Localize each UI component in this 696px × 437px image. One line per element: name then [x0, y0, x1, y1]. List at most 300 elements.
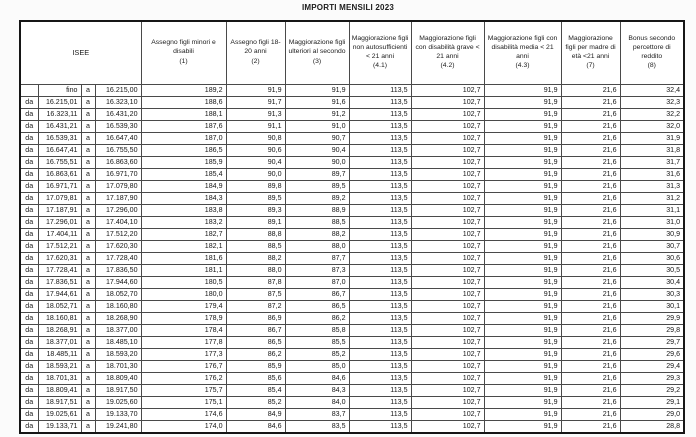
cell-magg-dis-grave: 102,7	[411, 157, 484, 169]
cell-magg-dis-media: 91,9	[484, 313, 561, 325]
cell-isee-from: 16.431,21	[38, 121, 81, 133]
cell-magg-dis-media: 91,9	[484, 193, 561, 205]
header-magg-non-autosufficienti: Maggiorazione figli non autosufficienti < 21 anni (4.1)	[349, 21, 411, 85]
cell-assegno-18-20: 85,9	[226, 361, 285, 373]
cell-magg-madre: 21,6	[561, 313, 620, 325]
cell-da: da	[20, 313, 38, 325]
cell-da: da	[20, 169, 38, 181]
cell-magg-ulteriori: 90,7	[285, 133, 349, 145]
cell-magg-non-autosuff: 113,5	[349, 277, 411, 289]
cell-da: da	[20, 205, 38, 217]
table-row	[20, 313, 684, 325]
cell-magg-dis-media: 91,9	[484, 85, 561, 97]
cell-magg-non-autosuff: 113,5	[349, 85, 411, 97]
table-row	[20, 241, 684, 253]
cell-magg-dis-media: 91,9	[484, 229, 561, 241]
table-body	[20, 85, 684, 434]
cell-isee-to: 17.512,20	[95, 229, 141, 241]
table-row	[20, 349, 684, 361]
cell-assegno-minori: 174,6	[141, 409, 226, 421]
cell-isee-to: 17.187,90	[95, 193, 141, 205]
cell-magg-madre: 21,6	[561, 373, 620, 385]
cell-bonus: 31,6	[620, 169, 684, 181]
cell-isee-from: 17.620,31	[38, 253, 81, 265]
cell-magg-dis-grave: 102,7	[411, 241, 484, 253]
cell-magg-dis-media: 91,9	[484, 205, 561, 217]
cell-bonus: 31,0	[620, 217, 684, 229]
cell-magg-madre: 21,6	[561, 301, 620, 313]
cell-magg-dis-grave: 102,7	[411, 97, 484, 109]
cell-assegno-18-20: 87,8	[226, 277, 285, 289]
cell-isee-from: 17.728,41	[38, 265, 81, 277]
cell-bonus: 32,0	[620, 121, 684, 133]
cell-a: a	[81, 133, 95, 145]
cell-magg-madre: 21,6	[561, 409, 620, 421]
cell-da: da	[20, 301, 38, 313]
cell-magg-madre: 21,6	[561, 265, 620, 277]
cell-isee-from: 16.215,01	[38, 97, 81, 109]
cell-bonus: 29,9	[620, 313, 684, 325]
cell-magg-dis-grave: 102,7	[411, 289, 484, 301]
cell-magg-non-autosuff: 113,5	[349, 145, 411, 157]
cell-magg-madre: 21,6	[561, 229, 620, 241]
cell-magg-dis-media: 91,9	[484, 133, 561, 145]
cell-assegno-minori: 186,5	[141, 145, 226, 157]
cell-magg-madre: 21,6	[561, 385, 620, 397]
cell-a: a	[81, 217, 95, 229]
cell-a: a	[81, 193, 95, 205]
table-row	[20, 337, 684, 349]
cell-bonus: 30,1	[620, 301, 684, 313]
cell-magg-ulteriori: 85,5	[285, 337, 349, 349]
header-bonus-secondo-percettore: Bonus secondo percettore di reddito (8)	[620, 21, 684, 85]
cell-magg-dis-grave: 102,7	[411, 229, 484, 241]
cell-a: a	[81, 121, 95, 133]
cell-da: da	[20, 349, 38, 361]
cell-assegno-18-20: 91,9	[226, 85, 285, 97]
table-row	[20, 85, 684, 97]
table-row	[20, 409, 684, 421]
cell-magg-madre: 21,6	[561, 241, 620, 253]
cell-isee-from: 16.755,51	[38, 157, 81, 169]
cell-magg-dis-grave: 102,7	[411, 121, 484, 133]
cell-bonus: 31,9	[620, 133, 684, 145]
cell-a: a	[81, 265, 95, 277]
cell-assegno-minori: 183,2	[141, 217, 226, 229]
table-row	[20, 253, 684, 265]
cell-bonus: 31,3	[620, 181, 684, 193]
cell-assegno-18-20: 87,2	[226, 301, 285, 313]
table-header	[20, 21, 684, 85]
cell-assegno-minori: 178,4	[141, 325, 226, 337]
cell-magg-madre: 21,6	[561, 397, 620, 409]
cell-a: a	[81, 313, 95, 325]
table-row	[20, 373, 684, 385]
cell-magg-non-autosuff: 113,5	[349, 121, 411, 133]
cell-magg-madre: 21,6	[561, 193, 620, 205]
cell-bonus: 32,3	[620, 97, 684, 109]
cell-magg-dis-media: 91,9	[484, 217, 561, 229]
cell-bonus: 30,5	[620, 265, 684, 277]
cell-da: da	[20, 289, 38, 301]
cell-da: da	[20, 337, 38, 349]
cell-a: a	[81, 397, 95, 409]
cell-bonus: 29,4	[620, 361, 684, 373]
cell-a: a	[81, 409, 95, 421]
cell-magg-dis-grave: 102,7	[411, 193, 484, 205]
cell-assegno-18-20: 89,1	[226, 217, 285, 229]
cell-magg-madre: 21,6	[561, 349, 620, 361]
cell-da: da	[20, 397, 38, 409]
cell-assegno-minori: 182,7	[141, 229, 226, 241]
cell-assegno-minori: 177,3	[141, 349, 226, 361]
cell-assegno-minori: 181,1	[141, 265, 226, 277]
cell-isee-to: 16.323,10	[95, 97, 141, 109]
cell-bonus: 29,1	[620, 397, 684, 409]
table-row	[20, 181, 684, 193]
cell-magg-non-autosuff: 113,5	[349, 265, 411, 277]
table-row	[20, 265, 684, 277]
cell-isee-to: 17.620,30	[95, 241, 141, 253]
cell-magg-dis-grave: 102,7	[411, 397, 484, 409]
cell-isee-from: 18.377,01	[38, 337, 81, 349]
cell-assegno-minori: 176,2	[141, 373, 226, 385]
cell-magg-dis-media: 91,9	[484, 181, 561, 193]
cell-magg-madre: 21,6	[561, 133, 620, 145]
cell-magg-dis-media: 91,9	[484, 361, 561, 373]
header-isee	[20, 21, 141, 85]
cell-da: da	[20, 325, 38, 337]
cell-assegno-18-20: 91,1	[226, 121, 285, 133]
cell-magg-madre: 21,6	[561, 337, 620, 349]
cell-magg-dis-grave: 102,7	[411, 325, 484, 337]
cell-assegno-minori: 183,8	[141, 205, 226, 217]
cell-assegno-18-20: 90,0	[226, 169, 285, 181]
cell-assegno-minori: 187,6	[141, 121, 226, 133]
cell-magg-dis-media: 91,9	[484, 241, 561, 253]
cell-assegno-18-20: 88,5	[226, 241, 285, 253]
cell-magg-ulteriori: 88,0	[285, 241, 349, 253]
cell-bonus: 32,2	[620, 109, 684, 121]
cell-magg-dis-grave: 102,7	[411, 373, 484, 385]
cell-magg-dis-media: 91,9	[484, 265, 561, 277]
cell-bonus: 28,8	[620, 421, 684, 434]
cell-magg-madre: 21,6	[561, 253, 620, 265]
cell-magg-non-autosuff: 113,5	[349, 205, 411, 217]
cell-isee-to: 19.025,60	[95, 397, 141, 409]
table-row	[20, 169, 684, 181]
cell-isee-from: 19.133,71	[38, 421, 81, 434]
cell-isee-to: 18.268,90	[95, 313, 141, 325]
page-title: IMPORTI MENSILI 2023	[301, 3, 395, 12]
cell-assegno-18-20: 91,3	[226, 109, 285, 121]
cell-magg-dis-grave: 102,7	[411, 385, 484, 397]
cell-da: da	[20, 229, 38, 241]
cell-magg-dis-media: 91,9	[484, 289, 561, 301]
cell-magg-non-autosuff: 113,5	[349, 421, 411, 434]
cell-assegno-minori: 181,6	[141, 253, 226, 265]
cell-magg-dis-media: 91,9	[484, 409, 561, 421]
cell-isee-from: 19.025,61	[38, 409, 81, 421]
cell-isee-to: 17.728,40	[95, 253, 141, 265]
cell-da: da	[20, 217, 38, 229]
cell-da: da	[20, 361, 38, 373]
cell-magg-madre: 21,6	[561, 85, 620, 97]
cell-isee-to: 16.863,60	[95, 157, 141, 169]
cell-bonus: 29,8	[620, 325, 684, 337]
cell-assegno-18-20: 89,8	[226, 181, 285, 193]
cell-magg-ulteriori: 83,5	[285, 421, 349, 434]
cell-magg-non-autosuff: 113,5	[349, 313, 411, 325]
cell-magg-ulteriori: 91,2	[285, 109, 349, 121]
cell-da: da	[20, 97, 38, 109]
table-row	[20, 205, 684, 217]
cell-magg-dis-grave: 102,7	[411, 265, 484, 277]
cell-a: a	[81, 241, 95, 253]
cell-isee-to: 18.809,40	[95, 373, 141, 385]
cell-isee-from: 16.647,41	[38, 145, 81, 157]
cell-assegno-minori: 184,9	[141, 181, 226, 193]
cell-isee-to: 18.701,30	[95, 361, 141, 373]
cell-isee-to: 16.647,40	[95, 133, 141, 145]
cell-assegno-18-20: 90,8	[226, 133, 285, 145]
cell-isee-from: fino	[38, 85, 81, 97]
cell-magg-non-autosuff: 113,5	[349, 349, 411, 361]
cell-isee-to: 18.593,20	[95, 349, 141, 361]
table-row	[20, 397, 684, 409]
cell-bonus: 32,4	[620, 85, 684, 97]
cell-isee-from: 17.079,81	[38, 193, 81, 205]
cell-assegno-minori: 182,1	[141, 241, 226, 253]
cell-a: a	[81, 145, 95, 157]
cell-magg-non-autosuff: 113,5	[349, 301, 411, 313]
cell-assegno-18-20: 85,2	[226, 397, 285, 409]
cell-isee-from: 17.296,01	[38, 217, 81, 229]
cell-a: a	[81, 169, 95, 181]
cell-assegno-minori: 176,7	[141, 361, 226, 373]
cell-magg-dis-media: 91,9	[484, 109, 561, 121]
cell-isee-to: 19.133,70	[95, 409, 141, 421]
cell-a: a	[81, 229, 95, 241]
table-row	[20, 277, 684, 289]
cell-isee-from: 18.701,31	[38, 373, 81, 385]
table-row	[20, 193, 684, 205]
cell-a: a	[81, 421, 95, 434]
cell-magg-dis-media: 91,9	[484, 325, 561, 337]
cell-magg-dis-grave: 102,7	[411, 217, 484, 229]
cell-da: da	[20, 193, 38, 205]
cell-magg-non-autosuff: 113,5	[349, 217, 411, 229]
cell-magg-ulteriori: 87,0	[285, 277, 349, 289]
cell-assegno-minori: 189,2	[141, 85, 226, 97]
cell-magg-dis-grave: 102,7	[411, 181, 484, 193]
cell-magg-non-autosuff: 113,5	[349, 289, 411, 301]
cell-magg-ulteriori: 89,2	[285, 193, 349, 205]
cell-isee-to: 18.485,10	[95, 337, 141, 349]
cell-bonus: 31,8	[620, 145, 684, 157]
cell-magg-dis-grave: 102,7	[411, 409, 484, 421]
cell-magg-madre: 21,6	[561, 109, 620, 121]
cell-magg-ulteriori: 84,3	[285, 385, 349, 397]
cell-magg-dis-grave: 102,7	[411, 337, 484, 349]
cell-da: da	[20, 373, 38, 385]
cell-bonus: 29,2	[620, 385, 684, 397]
cell-assegno-minori: 184,3	[141, 193, 226, 205]
table-row	[20, 109, 684, 121]
cell-magg-ulteriori: 89,5	[285, 181, 349, 193]
cell-magg-madre: 21,6	[561, 181, 620, 193]
cell-a: a	[81, 181, 95, 193]
cell-da: da	[20, 133, 38, 145]
cell-magg-dis-media: 91,9	[484, 169, 561, 181]
cell-magg-dis-media: 91,9	[484, 373, 561, 385]
cell-a: a	[81, 253, 95, 265]
cell-assegno-18-20: 91,7	[226, 97, 285, 109]
cell-magg-ulteriori: 86,7	[285, 289, 349, 301]
cell-a: a	[81, 277, 95, 289]
cell-bonus: 30,7	[620, 241, 684, 253]
cell-da: da	[20, 421, 38, 434]
cell-magg-madre: 21,6	[561, 169, 620, 181]
cell-magg-madre: 21,6	[561, 217, 620, 229]
cell-isee-from: 17.512,21	[38, 241, 81, 253]
table-row	[20, 229, 684, 241]
cell-da: da	[20, 157, 38, 169]
cell-a: a	[81, 361, 95, 373]
cell-assegno-minori: 188,1	[141, 109, 226, 121]
cell-bonus: 30,3	[620, 289, 684, 301]
cell-magg-madre: 21,6	[561, 97, 620, 109]
cell-a: a	[81, 157, 95, 169]
table-row	[20, 385, 684, 397]
cell-a: a	[81, 97, 95, 109]
cell-magg-dis-media: 91,9	[484, 397, 561, 409]
cell-isee-to: 17.944,60	[95, 277, 141, 289]
cell-magg-non-autosuff: 113,5	[349, 169, 411, 181]
cell-magg-dis-grave: 102,7	[411, 361, 484, 373]
cell-isee-from: 16.971,71	[38, 181, 81, 193]
cell-isee-from: 18.809,41	[38, 385, 81, 397]
header-magg-madre: Maggiorazione figli per madre di età <21 anni (7)	[561, 21, 620, 85]
cell-magg-ulteriori: 84,0	[285, 397, 349, 409]
cell-bonus: 31,2	[620, 193, 684, 205]
cell-assegno-18-20: 86,5	[226, 337, 285, 349]
cell-da: da	[20, 277, 38, 289]
cell-magg-dis-media: 91,9	[484, 157, 561, 169]
cell-assegno-minori: 188,6	[141, 97, 226, 109]
cell-magg-madre: 21,6	[561, 121, 620, 133]
cell-isee-to: 17.296,00	[95, 205, 141, 217]
cell-isee-from: 18.917,51	[38, 397, 81, 409]
cell-magg-non-autosuff: 113,5	[349, 337, 411, 349]
cell-bonus: 29,7	[620, 337, 684, 349]
cell-bonus: 30,4	[620, 277, 684, 289]
table-row	[20, 325, 684, 337]
cell-isee-from: 16.863,61	[38, 169, 81, 181]
cell-a: a	[81, 385, 95, 397]
importi-mensili-table	[19, 20, 685, 434]
cell-magg-dis-media: 91,9	[484, 337, 561, 349]
cell-assegno-minori: 178,9	[141, 313, 226, 325]
cell-bonus: 29,3	[620, 373, 684, 385]
cell-isee-to: 19.241,80	[95, 421, 141, 434]
cell-magg-madre: 21,6	[561, 325, 620, 337]
cell-assegno-minori: 174,0	[141, 421, 226, 434]
table-row	[20, 217, 684, 229]
cell-magg-dis-media: 91,9	[484, 121, 561, 133]
cell-magg-ulteriori: 87,7	[285, 253, 349, 265]
cell-magg-ulteriori: 83,7	[285, 409, 349, 421]
cell-magg-madre: 21,6	[561, 145, 620, 157]
cell-assegno-18-20: 89,5	[226, 193, 285, 205]
cell-assegno-18-20: 88,8	[226, 229, 285, 241]
cell-magg-dis-media: 91,9	[484, 253, 561, 265]
cell-da	[20, 85, 38, 97]
cell-assegno-minori: 180,5	[141, 277, 226, 289]
cell-isee-to: 17.836,50	[95, 265, 141, 277]
cell-isee-from: 16.539,31	[38, 133, 81, 145]
header-row	[20, 21, 684, 85]
header-assegno-18-20: Assegno figli 18-20 anni (2)	[226, 21, 285, 85]
cell-magg-dis-grave: 102,7	[411, 145, 484, 157]
cell-assegno-18-20: 86,9	[226, 313, 285, 325]
cell-magg-ulteriori: 90,4	[285, 145, 349, 157]
cell-magg-dis-grave: 102,7	[411, 277, 484, 289]
cell-isee-to: 18.052,70	[95, 289, 141, 301]
cell-assegno-minori: 179,4	[141, 301, 226, 313]
cell-magg-dis-grave: 102,7	[411, 301, 484, 313]
cell-magg-ulteriori: 88,9	[285, 205, 349, 217]
cell-magg-dis-grave: 102,7	[411, 313, 484, 325]
table-row	[20, 133, 684, 145]
cell-magg-dis-media: 91,9	[484, 421, 561, 434]
cell-magg-non-autosuff: 113,5	[349, 409, 411, 421]
cell-assegno-18-20: 88,2	[226, 253, 285, 265]
cell-magg-non-autosuff: 113,5	[349, 361, 411, 373]
cell-da: da	[20, 253, 38, 265]
cell-magg-dis-grave: 102,7	[411, 253, 484, 265]
cell-magg-ulteriori: 85,8	[285, 325, 349, 337]
header-magg-disabilita-media: Maggiorazione figli con disabilità media < 21 anni (4.3)	[484, 21, 561, 85]
cell-assegno-18-20: 84,6	[226, 421, 285, 434]
cell-a: a	[81, 109, 95, 121]
cell-da: da	[20, 409, 38, 421]
cell-magg-madre: 21,6	[561, 157, 620, 169]
cell-magg-dis-media: 91,9	[484, 97, 561, 109]
header-magg-disabilita-grave: Maggiorazione figli con disabilità grave < 21 anni (4.2)	[411, 21, 484, 85]
table-row	[20, 301, 684, 313]
cell-isee-to: 16.431,20	[95, 109, 141, 121]
cell-isee-to: 16.755,50	[95, 145, 141, 157]
cell-bonus: 29,6	[620, 349, 684, 361]
cell-magg-ulteriori: 88,5	[285, 217, 349, 229]
cell-magg-non-autosuff: 113,5	[349, 157, 411, 169]
cell-assegno-18-20: 88,0	[226, 265, 285, 277]
cell-magg-ulteriori: 91,9	[285, 85, 349, 97]
cell-assegno-minori: 175,7	[141, 385, 226, 397]
cell-isee-to: 17.404,10	[95, 217, 141, 229]
cell-magg-dis-grave: 102,7	[411, 169, 484, 181]
cell-da: da	[20, 265, 38, 277]
cell-isee-from: 17.404,11	[38, 229, 81, 241]
cell-assegno-18-20: 85,4	[226, 385, 285, 397]
cell-isee-from: 18.593,21	[38, 361, 81, 373]
cell-isee-from: 18.268,91	[38, 325, 81, 337]
cell-magg-ulteriori: 89,7	[285, 169, 349, 181]
cell-assegno-minori: 187,0	[141, 133, 226, 145]
cell-magg-ulteriori: 86,2	[285, 313, 349, 325]
cell-magg-non-autosuff: 113,5	[349, 325, 411, 337]
